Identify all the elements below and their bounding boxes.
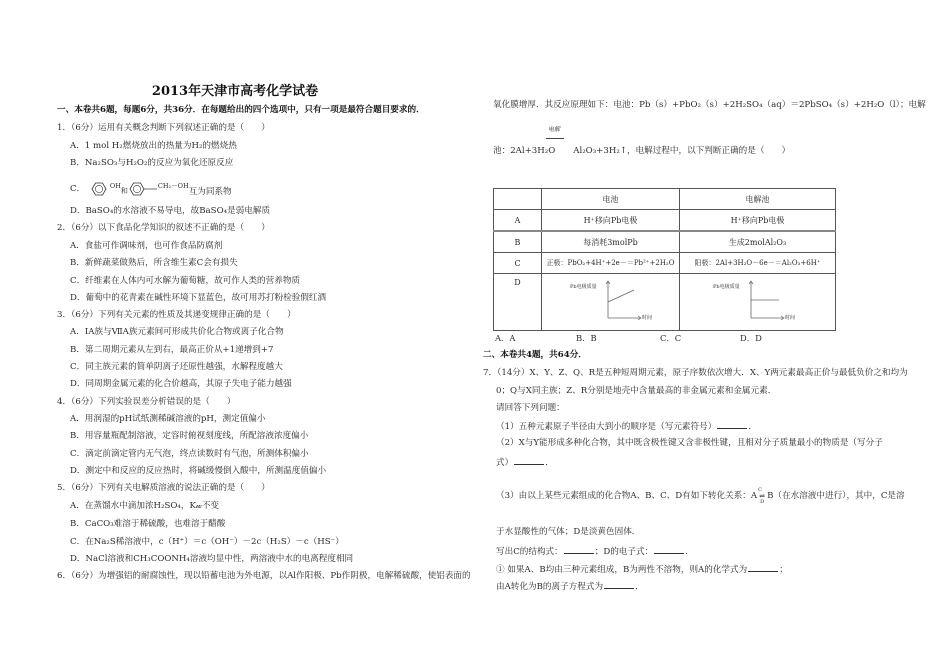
answer-blank[interactable]	[564, 544, 594, 554]
question-4-stem: 4．（6分）下列实验误差分析错误的是（ ）	[57, 397, 236, 407]
question-4-option-b: B．用容量瓶配制溶液，定容时俯视刻度线，所配溶液浓度偏小	[70, 431, 309, 441]
question-2-stem: 2．（6分）以下食品化学知识的叙述不正确的是（ ）	[57, 223, 270, 233]
question-1-option-d: D．BaSO₄的水溶液不易导电，故BaSO₄是弱电解质	[70, 206, 271, 216]
question-2-option-d: D．葡萄中的花青素在碱性环境下显蓝色，故可用苏打粉检验假红酒	[70, 293, 327, 303]
table-row	[494, 253, 836, 274]
answer-blank[interactable]	[654, 544, 684, 554]
battery-graph-cell	[542, 274, 680, 331]
question-7-part-3	[496, 487, 905, 505]
row-label: D	[514, 278, 521, 287]
answer-choice-c: C．C	[660, 333, 682, 343]
table-row	[494, 231, 836, 253]
cell-equation-right: Al₂O₃+3H₂↑，电解过程中，以下判断正确的是（ ）	[573, 146, 791, 156]
graph-y-label: Pb电极质量	[713, 284, 740, 290]
table-header-electrolytic-cell: 电解池	[680, 189, 836, 210]
semicolon: ；	[779, 565, 788, 575]
period: ．	[635, 582, 644, 592]
battery-cell: 正极：PbO₂+4H⁺+2e－＝Pb²⁺+2H₂O	[542, 253, 680, 274]
question-7-part-1	[496, 419, 757, 433]
question-7-part-3-line-3	[496, 544, 694, 558]
question-5-option-a: A．在蒸馏水中滴加浓H₂SO₄，K𝓌不变	[70, 501, 220, 511]
question-7-part-2-line-2	[496, 455, 554, 469]
answer-choice-d: D．D	[740, 333, 762, 343]
question-7-part-3-sub-1	[496, 562, 788, 576]
electrolytic-cell: 生成2molAl₂O₃	[680, 231, 836, 253]
answer-choice-b: B．B	[576, 333, 597, 343]
question-4-option-d: D．测定中和反应的反应热时，将碱缓慢倒入酸中，所测温度值偏小	[70, 466, 327, 476]
question-1-stem: 1．（6分）运用有关概念判断下列叙述正确的是（ ）	[57, 123, 270, 133]
question-2-option-b: B．新鲜蔬菜做熟后，所含维生素C会有损失	[70, 258, 238, 268]
graph-x-label: 时间	[785, 315, 796, 321]
question-6-stem-line-3	[493, 145, 790, 157]
page-title: 2013年天津市高考化学试卷	[151, 84, 319, 99]
battery-mass-graph	[570, 278, 660, 326]
arrow-label-bottom: D	[760, 499, 765, 505]
question-3-option-d: D．同周期金属元素的化合价越高，其原子失电子能力越强	[70, 379, 292, 389]
table-header-row	[494, 189, 836, 210]
question-5-stem: 5．（6分）下列有关电解质溶液的说法正确的是（ ）	[57, 483, 270, 493]
phenol-oh: OH	[109, 182, 121, 190]
row-label-cell	[494, 274, 542, 331]
question-7-prompt: 请回答下列问题：	[496, 403, 565, 413]
answer-blank[interactable]	[748, 562, 778, 572]
row-label: C	[494, 253, 542, 274]
question-2-option-c: C．纤维素在人体内可水解为葡萄糖，故可作人类的营养物质	[70, 276, 301, 286]
electron-formula-prompt: ；D的电子式：	[594, 547, 654, 557]
question-7-part-3-line-2: 于水显酸性的气体；D是淡黄色固体．	[496, 527, 641, 537]
electrolytic-cell: H⁺移向Pb电极	[680, 210, 836, 232]
and-text: 和	[120, 187, 128, 195]
period: ．	[748, 422, 757, 432]
answer-blank[interactable]	[717, 419, 747, 429]
question-6-options-table	[493, 188, 836, 331]
part-1-text: （1）五种元素原子半径由大到小的顺序是（写元素符号）	[496, 422, 717, 432]
period: ．	[685, 547, 694, 557]
answer-blank[interactable]	[604, 579, 634, 589]
constant-line-graph-icon	[713, 278, 813, 326]
option-c-prefix: C．	[70, 184, 86, 194]
benzene-ring-icon	[88, 182, 110, 196]
question-5-option-c: C．在Na₂S稀溶液中，c（H⁺）＝c（OH⁻）－2c（H₂S）－c（HS⁻）	[70, 537, 344, 547]
benzene-ring-icon	[128, 182, 158, 196]
question-6-stem-line-1: 6．（6分）为增强铝的耐腐蚀性，现以铅蓄电池为外电源，以Al作阳极、Pb作阴极，电解稀硫酸，使铝表面的	[57, 571, 471, 581]
table-row	[494, 210, 836, 232]
question-3-option-a: A．ⅠA族与ⅦA族元素间可形成共价化合物或离子化合物	[70, 327, 284, 337]
arrow-label-top: C	[758, 487, 762, 493]
question-4-option-c: C．滴定前滴定管内无气泡，终点读数时有气泡，所测体积偏小	[70, 449, 309, 459]
answer-blank[interactable]	[514, 455, 544, 465]
row-label: B	[494, 231, 542, 253]
option-c-suffix: 互为同系物	[188, 187, 232, 197]
graph-y-label: Pb电极质量	[570, 284, 597, 290]
row-label: A	[494, 210, 542, 232]
period: ．	[545, 458, 554, 468]
question-1-option-b: B．Na₂SO₃与H₂O₂的反应为氧化还原反应	[70, 158, 234, 168]
question-4-option-a: A．用润湿的pH试纸测稀碱溶液的pH，测定值偏小	[70, 414, 266, 424]
table-header-empty	[494, 189, 542, 210]
part-2-text: 式）	[496, 458, 514, 468]
question-1-option-a: A．1 mol H₂燃烧放出的热量为H₂的燃烧热	[70, 141, 237, 151]
question-6-stem-line-2: 氧化膜增厚．其反应原理如下：电池：Pb（s）+PbO₂（s）+2H₂SO₄（aq）＝2PbSO₄（s）+2H₂O（l）；电解	[493, 100, 926, 110]
question-7-stem-line-1: 7．（14分）X、Y、Z、Q、R是五种短周期元素，原子序数依次增大．X、Y两元素最高正价与最低负价之和均为	[483, 368, 908, 378]
battery-cell: 每消耗3molPb	[542, 231, 680, 253]
battery-cell: H⁺移向Pb电极	[542, 210, 680, 232]
section-1-heading: 一、本卷共6题，每题6分，共36分．在每题给出的四个选项中，只有一项是最符合题目要求的．	[57, 105, 425, 115]
cell-equation-left: 池：2Al+3H₂O	[493, 146, 556, 156]
part-3-text-a: （3）由以上某些元素组成的化合物A、B、C、D有如下转化关系：A	[496, 491, 758, 501]
question-7-part-2-line-1: （2）X与Y能形成多种化合物，其中既含极性键又含非极性键，且相对分子质量最小的物质是（写分子	[496, 438, 883, 448]
question-3-stem: 3．（6分）下列有关元素的性质及其递变规律正确的是（ ）	[57, 310, 296, 320]
sub-2-text: 由A转化为B的离子方程式为	[496, 582, 604, 592]
electrolytic-mass-graph	[713, 278, 813, 326]
question-3-option-b: B．第二周期元素从左到右，最高正价从+1递增到+7	[70, 345, 274, 355]
table-row	[494, 274, 836, 331]
question-3-option-c: C．同主族元素的简单阴离子还原性越强，水解程度越大	[70, 362, 283, 372]
answer-choice-a: A．A	[495, 333, 516, 343]
graph-x-label: 时间	[642, 315, 653, 321]
question-1-option-c	[70, 180, 232, 198]
question-5-option-d: D．NaCl溶液和CH₃COONH₄溶液均显中性，两溶液中水的电离程度相同	[70, 554, 354, 564]
electrolysis-arrow	[546, 138, 564, 139]
question-7-stem-line-2: 0；Q与X同主族；Z、R分别是地壳中含量最高的非金属元素和金属元素．	[496, 386, 777, 396]
question-7-part-3-sub-2	[496, 579, 644, 593]
structure-prompt: 写出C的结构式：	[496, 547, 563, 557]
part-3-text-b: B（在水溶液中进行），其中，C是溶	[767, 491, 905, 501]
reversible-arrow-icon: ⇌	[759, 492, 765, 500]
question-2-option-a: A．食盐可作调味剂，也可作食品防腐剂	[70, 241, 223, 251]
sub-1-text: ① 如果A、B均由三种元素组成，B为两性不溶物，则A的化学式为	[496, 565, 748, 575]
benzyl-alcohol-ch2oh: CH₂－OH	[157, 182, 189, 190]
table-header-battery: 电池	[542, 189, 680, 210]
question-5-option-b: B．CaCO₃难溶于稀硫酸，也难溶于醋酸	[70, 519, 226, 529]
electrolysis-arrow-label: 电解	[548, 126, 561, 133]
electrolytic-cell: 阳极：2Al+3H₂O－6e－＝Al₂O₃+6H⁺	[680, 253, 836, 274]
electrolytic-graph-cell	[680, 274, 836, 331]
section-2-heading: 二、本卷共4题，共64分．	[483, 350, 587, 360]
